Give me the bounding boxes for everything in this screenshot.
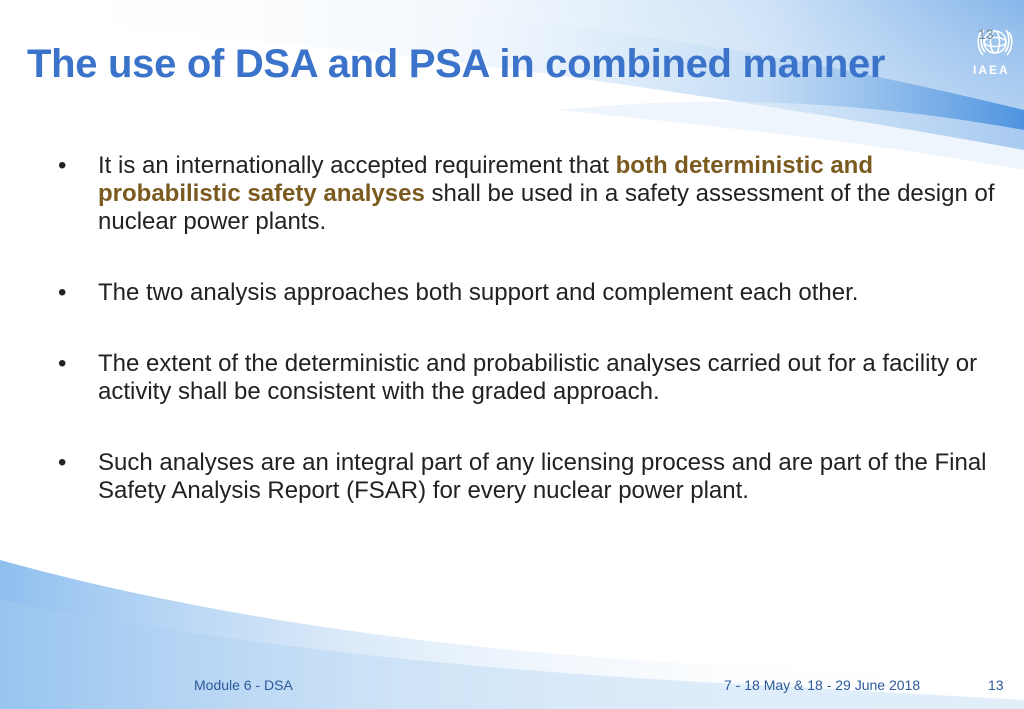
footer-module: Module 6 - DSA [194,677,293,693]
bullet-text: The two analysis approaches both support and complement each other. [98,279,859,306]
logo-text: IAEA [973,63,1010,77]
bullet-item-4 [58,449,1008,505]
bullet-item-1 [58,152,1008,236]
footer-page-number: 13 [988,677,1004,693]
bullet-text-pre: It is an internationally accepted requirement that [98,152,616,179]
slide-title: The use of DSA and PSA in combined manner [27,42,886,86]
bullet-text: Such analyses are an integral part of any licensing process and are part of the Final Safety Analysis Report (FSAR) for every nuclear power plant. [98,449,987,504]
bullet-glyph: • [58,449,67,476]
bullet-text-post: shall be used in a safety assessment of the design of nuclear power plants. [98,180,995,235]
bullet-text-emphasis: both deterministic and probabilistic safety analyses [98,152,873,207]
bullet-glyph: • [58,152,67,179]
page-number-top: 13 [978,26,994,42]
bullet-glyph: • [58,350,67,377]
bullet-item-3 [58,350,1008,406]
bullet-text: The extent of the deterministic and probabilistic analyses carried out for a facility or activity shall be consistent with the graded approach. [98,350,978,405]
bullet-list [58,152,1008,548]
bullet-item-2 [58,279,1008,307]
footer-date: 7 - 18 May & 18 - 29 June 2018 [724,677,921,693]
bullet-glyph: • [58,279,67,306]
